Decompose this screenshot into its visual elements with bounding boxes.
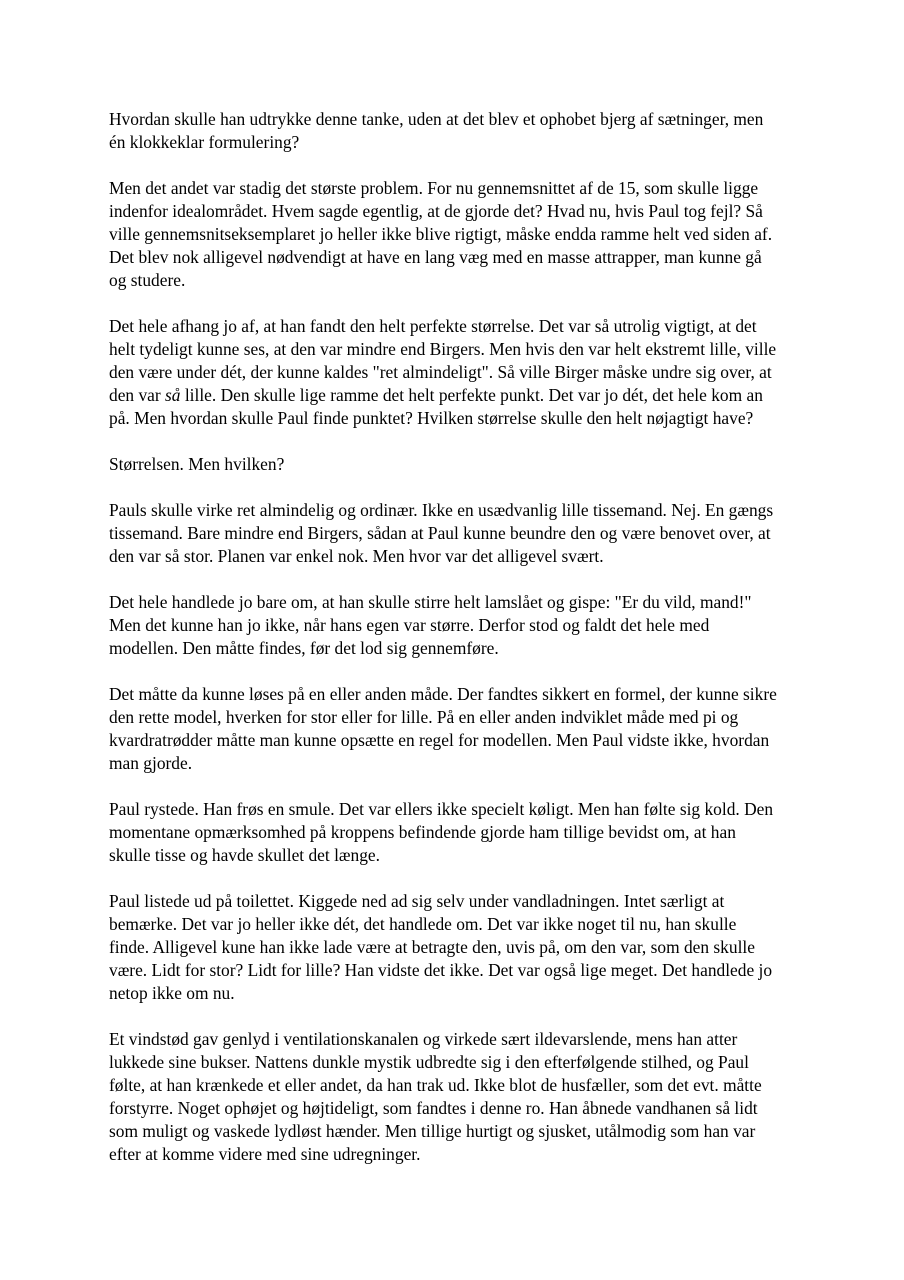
text-line: Pauls skulle virke ret almindelig og ordinær. Ikke en usædvanlig lille tissemand. Nej. En gængs <box>109 500 774 520</box>
text-line: indenfor idealområdet. Hvem sagde egentlig, at de gjorde det? Hvad nu, hvis Paul tog fejl? Så <box>109 201 763 221</box>
text-line: én klokkeklar formulering? <box>109 132 300 152</box>
paragraph <box>109 890 809 1005</box>
paragraph <box>109 1028 809 1166</box>
text-line: ville gennemsnitseksemplaret jo heller ikke blive rigtigt, måske endda ramme helt ved siden af. <box>109 224 773 244</box>
text-line: modellen. Den måtte findes, før det lod sig gennemføre. <box>109 638 499 658</box>
text-line: tissemand. Bare mindre end Birgers, sådan at Paul kunne beundre den og være benovet over, at <box>109 523 771 543</box>
text-line: helt tydeligt kunne ses, at den var mindre end Birgers. Men hvis den var helt ekstremt lille, ville <box>109 339 777 359</box>
text-line: Paul rystede. Han frøs en smule. Det var ellers ikke specielt køligt. Men han følte sig kold. Den <box>109 799 774 819</box>
text-line: netop ikke om nu. <box>109 983 235 1003</box>
text-line: Det hele afhang jo af, at han fandt den helt perfekte størrelse. Det var så utrolig vigtigt, at det <box>109 316 757 336</box>
paragraph <box>109 315 809 430</box>
text-line: og studere. <box>109 270 186 290</box>
emphasized-word: så <box>165 385 181 405</box>
text-line: momentane opmærksomhed på kroppens befindende gjorde ham tillige bevidst om, at han <box>109 822 736 842</box>
text-line: Paul listede ud på toilettet. Kiggede ned ad sig selv under vandladningen. Intet særligt at <box>109 891 725 911</box>
text-line: som muligt og vaskede lydløst hænder. Men tillige hurtigt og sjusket, utålmodig som han var <box>109 1121 756 1141</box>
text-line: skulle tisse og havde skullet det længe. <box>109 845 380 865</box>
text-line: den var så stor. Planen var enkel nok. Men hvor var det alligevel svært. <box>109 546 604 566</box>
text-line: Men det kunne han jo ikke, når hans egen var større. Derfor stod og faldt det hele med <box>109 615 710 635</box>
text-line: være. Lidt for stor? Lidt for lille? Han vidste det ikke. Det var også lige meget. Det handlede jo <box>109 960 773 980</box>
text-line: den var så lille. Den skulle lige ramme det helt perfekte punkt. Det var jo dét, det hele kom an <box>109 385 763 405</box>
text-line: Et vindstød gav genlyd i ventilationskanalen og virkede sært ildevarslende, mens han atter <box>109 1029 738 1049</box>
text-line: Det blev nok alligevel nødvendigt at have en lang væg med en masse attrapper, man kunne gå <box>109 247 762 267</box>
text-line: efter at komme videre med sine udregninger. <box>109 1144 421 1164</box>
paragraph <box>109 683 809 775</box>
text-line: den rette model, hverken for stor eller for lille. På en eller anden indviklet måde med pi og <box>109 707 739 727</box>
paragraph <box>109 177 809 292</box>
paragraph <box>109 453 809 476</box>
text-line: lukkede sine bukser. Nattens dunkle mystik udbredte sig i den efterfølgende stilhed, og Paul <box>109 1052 749 1072</box>
text-line: den være under dét, der kunne kaldes "ret almindeligt". Så ville Birger måske undre sig over, at <box>109 362 772 382</box>
text-line: Størrelsen. Men hvilken? <box>109 454 285 474</box>
paragraph <box>109 798 809 867</box>
text-line: forstyrre. Noget ophøjet og højtideligt, som fandtes i denne ro. Han åbnede vandhanen så lidt <box>109 1098 758 1118</box>
paragraph <box>109 591 809 660</box>
text-line: bemærke. Det var jo heller ikke dét, det handlede om. Det var ikke noget til nu, han skulle <box>109 914 737 934</box>
text-line: Men det andet var stadig det største problem. For nu gennemsnittet af de 15, som skulle ligge <box>109 178 759 198</box>
text-line: Hvordan skulle han udtrykke denne tanke, uden at det blev et ophobet bjerg af sætninger, men <box>109 109 764 129</box>
document-body <box>109 108 809 1189</box>
paragraph <box>109 499 809 568</box>
text-line: finde. Alligevel kune han ikke lade være at betragte den, uvis på, om den var, som den skulle <box>109 937 755 957</box>
text-line: Det måtte da kunne løses på en eller anden måde. Der fandtes sikkert en formel, der kunne sikre <box>109 684 777 704</box>
text-line: på. Men hvordan skulle Paul finde punktet? Hvilken størrelse skulle den helt nøjagtigt have? <box>109 408 754 428</box>
paragraph <box>109 108 809 154</box>
text-line: følte, at han krænkede et eller andet, da han trak ud. Ikke blot de husfæller, som det evt. måtte <box>109 1075 762 1095</box>
text-line: man gjorde. <box>109 753 193 773</box>
text-line: kvardratrødder måtte man kunne opsætte en regel for modellen. Men Paul vidste ikke, hvordan <box>109 730 770 750</box>
text-line: Det hele handlede jo bare om, at han skulle stirre helt lamslået og gispe: "Er du vild, mand!" <box>109 592 752 612</box>
